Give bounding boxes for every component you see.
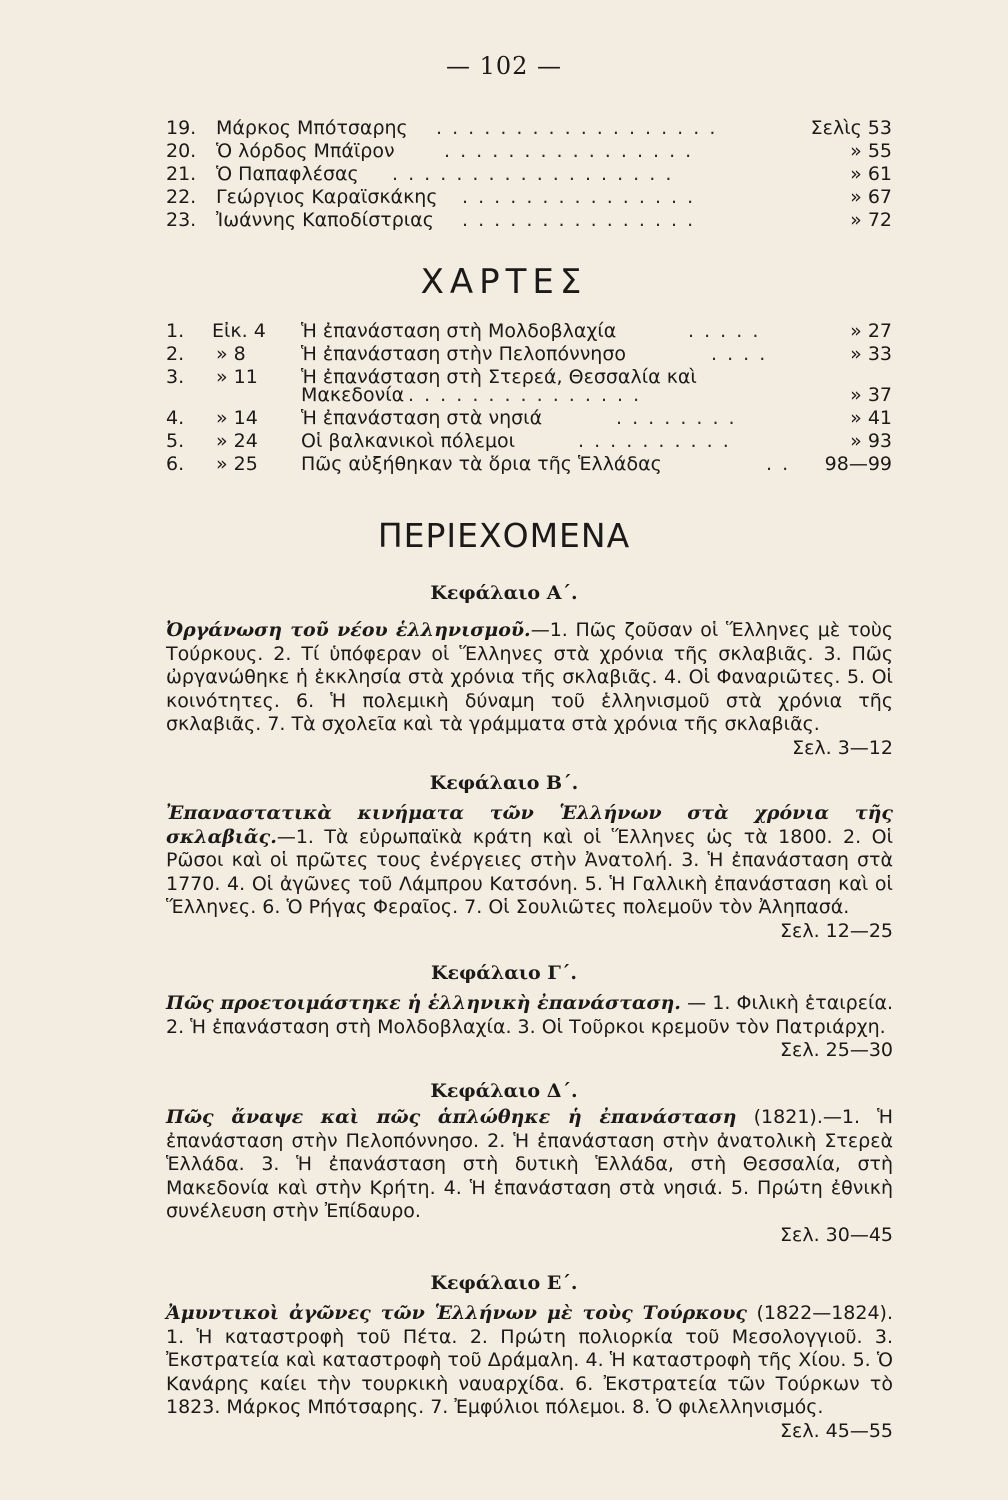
chapter-summary	[166, 802, 893, 943]
toc-title: Μάρκος Μπότσαρης	[216, 117, 408, 139]
map-title: Ἡ ἐπανάσταση στὴ Στερεά, Θεσσαλία καὶ	[301, 366, 697, 388]
map-fig: » 11	[216, 366, 258, 388]
toc-page: » 67	[850, 186, 892, 208]
map-title: Ἡ ἐπανάσταση στὴ Μολδοβλαχία	[301, 320, 617, 342]
toc-num: 23.	[166, 209, 197, 231]
leader-dots: . . . . .	[688, 320, 761, 342]
chapter-pages: Σελ. 3—12	[792, 736, 893, 759]
chapter-text: —1. Πῶς ζοῦσαν οἱ Ἕλληνες μὲ τοὺς Τούρκους. 2. Τί ὑπόφεραν οἱ Ἕλληνες στὰ χρόνια τῆς σκλαβιᾶς. 3. Πῶς ὠργανώθηκε ἡ ἐκκλησία στὰ χρόνια τῆς σκλαβιᾶς. 4. Οἱ Φαναριῶτες. 5. Οἱ κοινότητες. 6. Ἡ πολεμικὴ δύναμη τοῦ ἑλληνισμοῦ στὰ χρόνια τῆς σκλαβιᾶς. 7. Τὰ σχολεῖα καὶ τὰ γράμματα στὰ χρόνια τῆς σκλαβιᾶς.	[166, 619, 893, 735]
map-page: 98—99	[824, 453, 892, 475]
toc-row	[166, 140, 892, 162]
map-page: » 41	[850, 407, 892, 429]
map-fig: » 8	[216, 343, 246, 365]
map-num: 3.	[166, 366, 185, 388]
toc-page: » 72	[850, 209, 892, 231]
chapter-summary	[166, 1106, 893, 1247]
toc-page: Σελὶς 53	[810, 117, 892, 139]
chapter-text: —1. Τὰ εὐρωπαϊκὰ κράτη καὶ οἱ Ἕλληνες ὡς τὰ 1800. 2. Οἱ Ρῶσοι καὶ οἱ πρῶτες τους ἐνέργειες στὴν Ἀνατολή. 3. Ἡ ἐπανάσταση στὰ 1770. 4. Οἱ ἀγῶνες τοῦ Λάμπρου Κατσόνη. 5. Ἡ Γαλλικὴ ἐπανάσταση καὶ οἱ Ἕλληνες. 6. Ὁ Ρήγας Φεραῖος. 7. Οἱ Σουλιῶτες πολεμοῦν τὸν Ἀληπασά.	[166, 825, 893, 918]
toc-row	[166, 209, 892, 231]
chapter-pages: Σελ. 12—25	[780, 919, 893, 942]
toc-title: Ὁ Παπαφλέσας	[216, 163, 359, 185]
map-num: 5.	[166, 430, 185, 452]
map-row-continued	[166, 384, 892, 406]
leader-dots: . .	[766, 453, 791, 475]
chapter-heading: Κεφάλαιο Γ΄.	[431, 962, 577, 984]
leader-dots: . . . .	[711, 343, 768, 365]
maps-title: ΧΑΡΤΕΣ	[420, 262, 588, 302]
map-row	[166, 407, 892, 429]
toc-page: » 55	[850, 140, 892, 162]
map-fig: » 14	[216, 407, 258, 429]
toc-num: 20.	[166, 140, 197, 162]
chapter-summary	[166, 992, 893, 1063]
contents-title: ΠΕΡΙΕΧΟΜΕΝΑ	[377, 516, 631, 555]
toc-title: Γεώργιος Καραϊσκάκης	[216, 186, 438, 208]
map-fig: » 25	[216, 453, 258, 475]
leader-dots: . . . . . . . . . . . . . . . .	[444, 140, 694, 162]
page-number: — 102 —	[445, 52, 563, 80]
leader-dots: . . . . . . . . . . . . . . .	[462, 186, 696, 208]
map-title-line2: Μακεδονία	[301, 384, 405, 406]
leader-dots: . . . . . . . . . .	[578, 430, 731, 452]
map-page: » 27	[850, 320, 892, 342]
map-row	[166, 343, 892, 365]
toc-title: Ὁ λόρδος Μπάϊρον	[216, 140, 395, 162]
map-row	[166, 320, 892, 342]
chapter-text: — 1. Φιλικὴ ἑταιρεία. 2. Ἡ ἐπανάσταση στὴ Μολδοβλαχία. 3. Οἱ Τοῦρκοι κρεμοῦν τὸν Πατριάρχη.	[166, 992, 894, 1038]
map-page: » 33	[850, 343, 892, 365]
leader-dots: . . . . . . . . . . . . . . . . . .	[436, 117, 718, 139]
chapter-title: Ἀμυντικοὶ ἀγῶνες τῶν Ἑλλήνων μὲ τοὺς Τούρκους	[166, 1302, 747, 1324]
toc-num: 22.	[166, 186, 197, 208]
chapter-pages: Σελ. 30—45	[780, 1223, 893, 1246]
map-fig: Εἰκ. 4	[212, 320, 266, 342]
map-num: 4.	[166, 407, 185, 429]
toc-title: Ἰωάννης Καποδίστριας	[216, 209, 434, 231]
toc-num: 21.	[166, 163, 197, 185]
chapter-heading: Κεφάλαιο Β΄.	[429, 772, 579, 794]
map-title: Ἡ ἐπανάσταση στὴν Πελοπόννησο	[301, 343, 627, 365]
chapter-heading: Κεφάλαιο Ε΄.	[430, 1272, 578, 1294]
map-num: 2.	[166, 343, 185, 365]
map-num: 1.	[166, 320, 185, 342]
map-page: » 37	[850, 384, 892, 406]
map-fig: » 24	[216, 430, 258, 452]
map-title: Ἡ ἐπανάσταση στὰ νησιά	[301, 407, 543, 429]
chapter-title: Ὀργάνωση τοῦ νέου ἑλληνισμοῦ.	[166, 619, 531, 641]
leader-dots: . . . . . . . . . . . . . . .	[408, 384, 642, 406]
chapter-summary	[166, 619, 893, 760]
chapter-pages: Σελ. 45—55	[780, 1419, 893, 1442]
chapter-heading: Κεφάλαιο Α΄.	[430, 582, 578, 604]
map-page: » 93	[850, 430, 892, 452]
toc-row	[166, 186, 892, 208]
map-title: Οἱ βαλκανικοὶ πόλεμοι	[301, 430, 516, 452]
toc-row	[166, 163, 892, 185]
leader-dots: . . . . . . . .	[616, 407, 737, 429]
toc-row	[166, 117, 892, 139]
chapter-summary	[166, 1302, 893, 1443]
chapter-title: Ἐπαναστατικὰ κινήματα τῶν Ἑλλήνων στὰ χρόνια τῆς σκλαβιᾶς.	[166, 802, 893, 848]
map-title: Πῶς αὐξήθηκαν τὰ ὅρια τῆς Ἑλλάδας	[301, 453, 662, 475]
chapter-title: Πῶς ἄναψε καὶ πῶς ἁπλώθηκε ἡ ἐπανάσταση	[166, 1106, 737, 1128]
leader-dots: . . . . . . . . . . . . . . .	[462, 209, 696, 231]
chapter-title: Πῶς προετοιμάστηκε ἡ ἑλληνικὴ ἐπανάσταση.	[166, 992, 681, 1014]
toc-num: 19.	[166, 117, 197, 139]
chapter-text: (1822—1824). 1. Ἡ καταστροφὴ τοῦ Πέτα. 2. Πρώτη πολιορκία τοῦ Μεσολογγιοῦ. 3. Ἐκστρατεία καὶ καταστροφὴ τοῦ Δράμαλη. 4. Ἡ καταστροφὴ τῆς Χίου. 5. Ὁ Κανάρης καίει τὴν τουρκικὴ ναυαρχίδα. 6. Ἐκστρατεία τῶν Τούρκων τὸ 1823. Μάρκος Μπότσαρης. 7. Ἐμφύλιοι πόλεμοι. 8. Ὁ φιλελληνισμός.	[166, 1302, 894, 1418]
leader-dots: . . . . . . . . . . . . . . . . . .	[392, 163, 674, 185]
chapter-heading: Κεφάλαιο Δ΄.	[430, 1080, 578, 1102]
toc-page: » 61	[850, 163, 892, 185]
chapter-pages: Σελ. 25—30	[780, 1039, 893, 1061]
chapter-text: (1821).—1. Ἡ ἐπανάσταση στὴν Πελοπόννησο. 2. Ἡ ἐπανάσταση στὴν ἀνατολικὴ Στερεὰ Ἑλλάδα. 3. Ἡ ἐπανάσταση στὴ δυτικὴ Ἑλλάδα, στὴ Θεσσαλία, στὴ Μακεδονία καὶ στὴν Κρήτη. 4. Ἡ ἐπανάσταση στὰ νησιά. 5. Πρώτη ἐθνικὴ συνέλευση στὴν Ἐπίδαυρο.	[166, 1106, 893, 1222]
map-num: 6.	[166, 453, 185, 475]
map-row	[166, 453, 892, 475]
map-row	[166, 430, 892, 452]
